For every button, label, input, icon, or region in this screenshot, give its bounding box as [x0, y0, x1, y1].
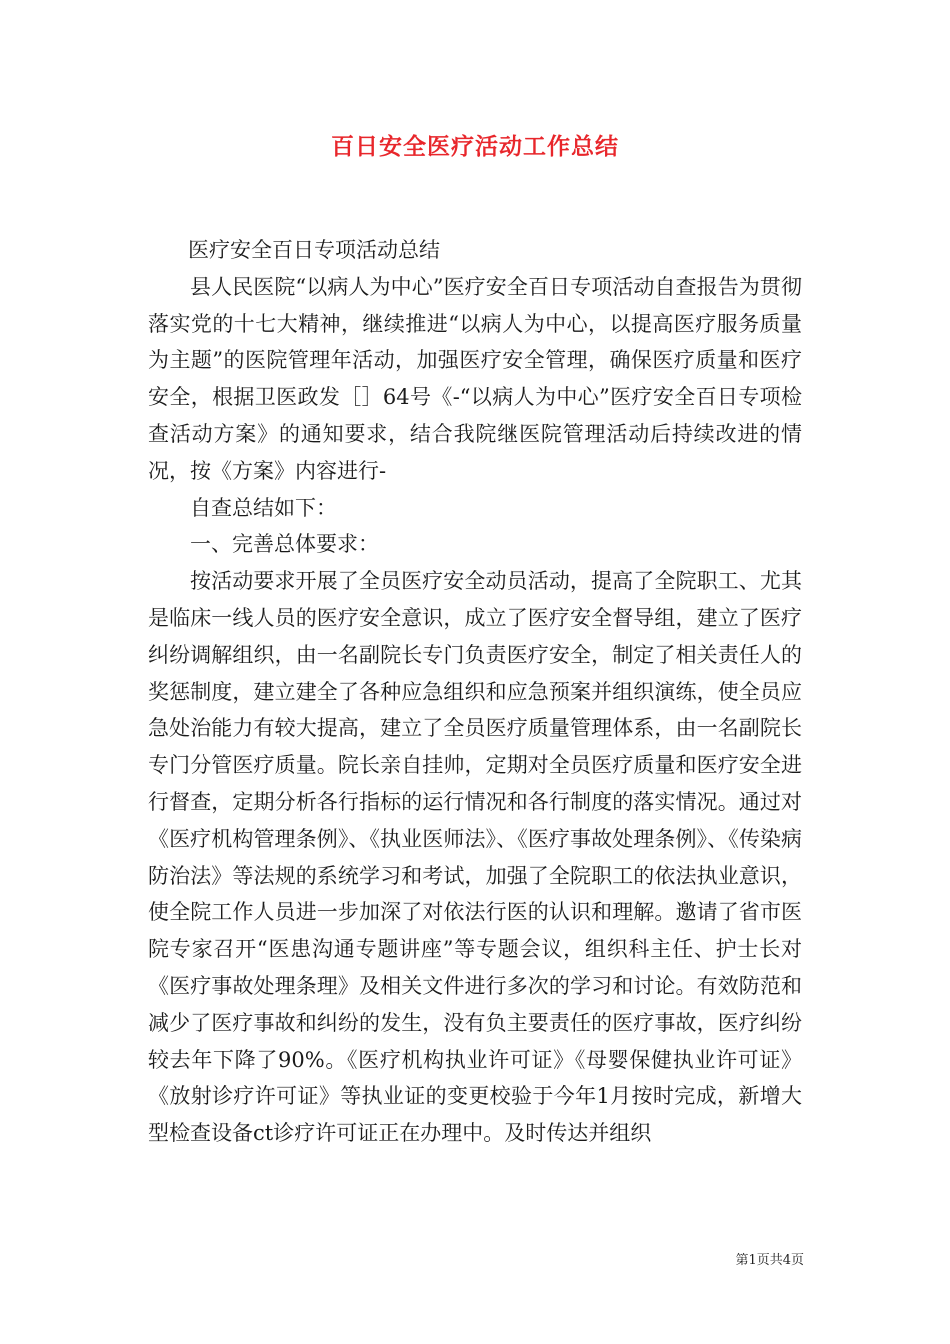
document-body: [148, 232, 802, 1152]
paragraph-section-heading: 一、完善总体要求：: [190, 532, 379, 557]
document-title: 百日安全医疗活动工作总结: [331, 133, 619, 160]
page-number: 第1页共4页: [735, 1253, 804, 1268]
paragraph-intro: 县人民医院“以病人为中心”医疗安全百日专项活动自查报告为贯彻落实党的十七大精神，继续推进“以病人为中心，以提高医疗服务质量为主题”的医院管理年活动，加强医疗安全管理，确保医疗质量和医疗安全，根据卫医政发［］64号《-“以病人为中心”医疗安全百日专项检查活动方案》的通知要求，结合我院继医院管理活动后持续改进的情况，按《方案》内容进行-: [148, 274, 802, 483]
paragraph-summary-lead: 自查总结如下：: [190, 495, 337, 520]
paragraph-subtitle: 医疗安全百日专项活动总结: [188, 238, 440, 262]
paragraph-section-body: 按活动要求开展了全员医疗安全动员活动，提高了全院职工、尤其是临床一线人员的医疗安全意识，成立了医疗安全督导组，建立了医疗纠纷调解组织，由一名副院长专门负责医疗安全，制定了相关责任人的奖惩制度，建立建全了各种应急组织和应急预案并组织演练，使全员应急处治能力有较大提高，建立了全员医疗质量管理体系，由一名副院长专门分管医疗质量。院长亲自挂帅，定期对全员医疗质量和医疗安全进行督查，定期分析各行指标的运行情况和各行制度的落实情况。通过对《医疗机构管理条例》、《执业医师法》、《医疗事故处理条例》、《传染病防治法》等法规的系统学习和考试，加强了全院职工的依法执业意识，使全院工作人员进一步加深了对依法行医的认识和理解。邀请了省市医院专家召开“医患沟通专题讲座”等专题会议，组织科主任、护士长对《医疗事故处理条理》及相关文件进行多次的学习和讨论。有效防范和减少了医疗事故和纠纷的发生，没有负主要责任的医疗事故，医疗纠纷较去年下降了90%。《医疗机构执业许可证》《母婴保健执业许可证》《放射诊疗许可证》等执业证的变更校验于今年1月按时完成，新增大型检查设备ct诊疗许可证正在办理中。及时传达并组织: [148, 569, 802, 1146]
